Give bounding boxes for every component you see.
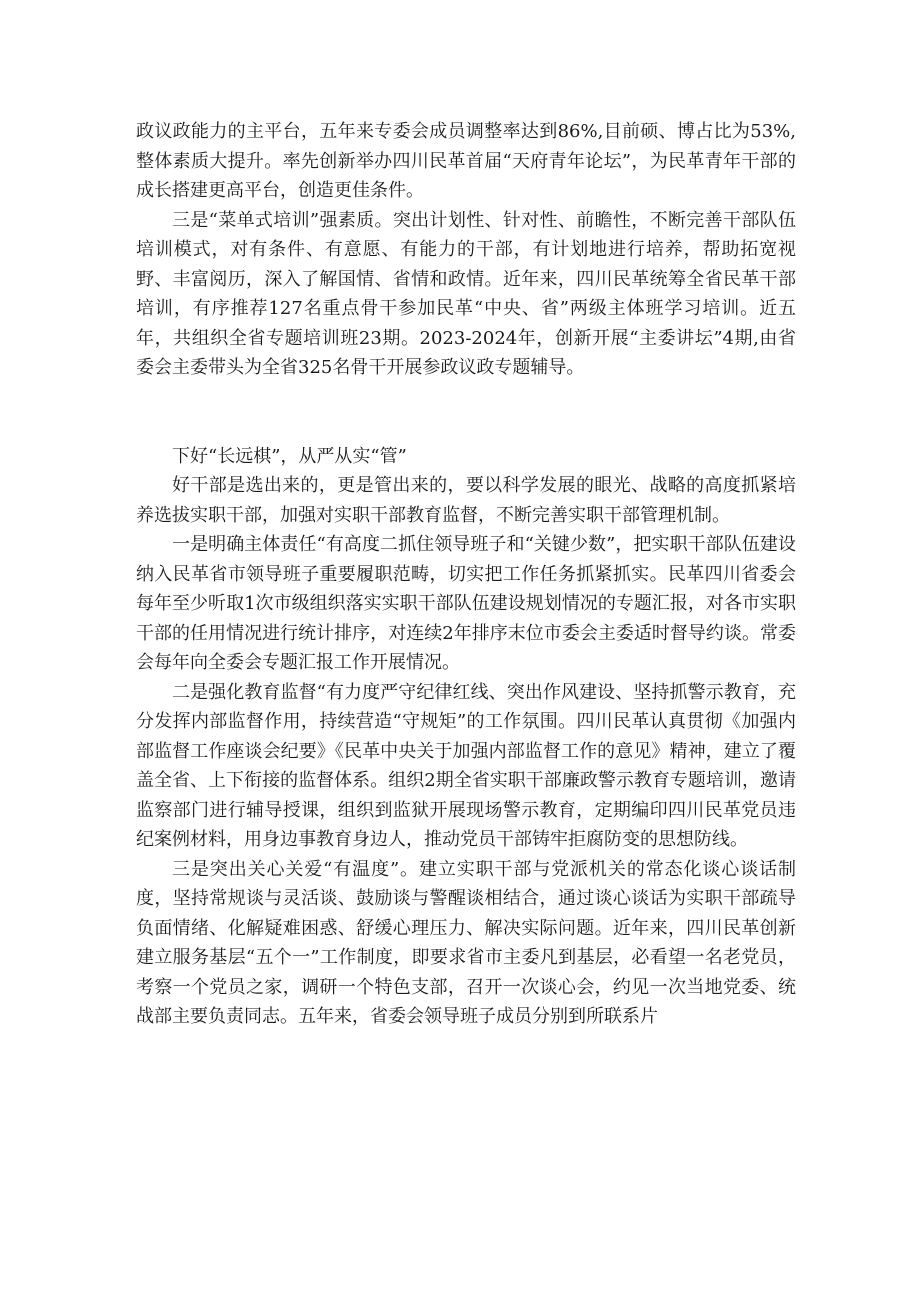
section-heading: 下好“长远棋”，从严从实“管” bbox=[172, 445, 407, 467]
paragraph-intro: 好干部是选出来的，更是管出来的，要以科学发展的眼光、战略的高度抓紧培养选拔实职干部，加强对实职干部教育监督，不断完善实职干部管理机制。 bbox=[136, 475, 796, 526]
document-body bbox=[136, 117, 796, 1032]
paragraph-care: 三是突出关心关爱“有温度”。建立实职干部与党派机关的常态化谈心谈话制度，坚持常规谈与灵活谈、鼓励谈与警醒谈相结合，通过谈心谈话为实职干部疏导负面情绪、化解疑难困惑、舒缓心理压力、解决实际问题。近年来，四川民革创新建立服务基层“五个一”工作制度，即要求省市主委凡到基层，必看望一名老党员，考察一个党员之家，调研一个特色支部，召开一次谈心会，约见一次当地党委、统战部主要负责同志。五年来，省委会领导班子成员分别到所联系片 bbox=[136, 858, 796, 1027]
paragraph-continuation: 政议政能力的主平台，五年来专委会成员调整率达到86%,目前硕、博占比为53%,整体素质大提升。率先创新举办四川民革首届“天府青年论坛”，为民革青年干部的成长搭建更高平台，创造更佳条件。 bbox=[136, 121, 796, 201]
paragraph-responsibility: 一是明确主体责任“有高度二抓住领导班子和“关键少数”，把实职干部队伍建设纳入民革省市领导班子重要履职范畴，切实把工作任务抓紧抓实。民革四川省委会每年至少听取1次市级组织落实实职干部队伍建设规划情况的专题汇报，对各市实职干部的任用情况进行统计排序，对连续2年排序末位市委会主委适时督导约谈。常委会每年向全委会专题汇报工作开展情况。 bbox=[136, 534, 796, 673]
paragraph-menu-training: 三是“菜单式培训”强素质。突出计划性、针对性、前瞻性，不断完善干部队伍培训模式，对有条件、有意愿、有能力的干部，有计划地进行培养，帮助拓宽视野、丰富阅历，深入了解国情、省情和政情。近年来，四川民革统筹全省民革干部培训，有序推荐127名重点骨干参加民革“中央、省”两级主体班学习培训。近五年，共组织全省专题培训班23期。2023-2024年，创新开展“主委讲坛”4期,由省委会主委带头为全省325名骨干开展参政议政专题辅导。 bbox=[136, 209, 796, 378]
section-gap bbox=[136, 383, 796, 442]
paragraph-supervision: 二是强化教育监督“有力度严守纪律红线、突出作风建设、坚持抓警示教育，充分发挥内部监督作用，持续营造“守规矩”的工作氛围。四川民革认真贯彻《加强内部监督工作座谈会纪要》《民革中央关于加强内部监督工作的意见》精神，建立了覆盖全省、上下衔接的监督体系。组织2期全省实职干部廉政警示教育专题培训，邀请监察部门进行辅导授课，组织到监狱开展现场警示教育，定期编印四川民革党员违纪案例材料，用身边事教育身边人，推动党员干部铸牢拒腐防变的思想防线。 bbox=[136, 681, 796, 850]
